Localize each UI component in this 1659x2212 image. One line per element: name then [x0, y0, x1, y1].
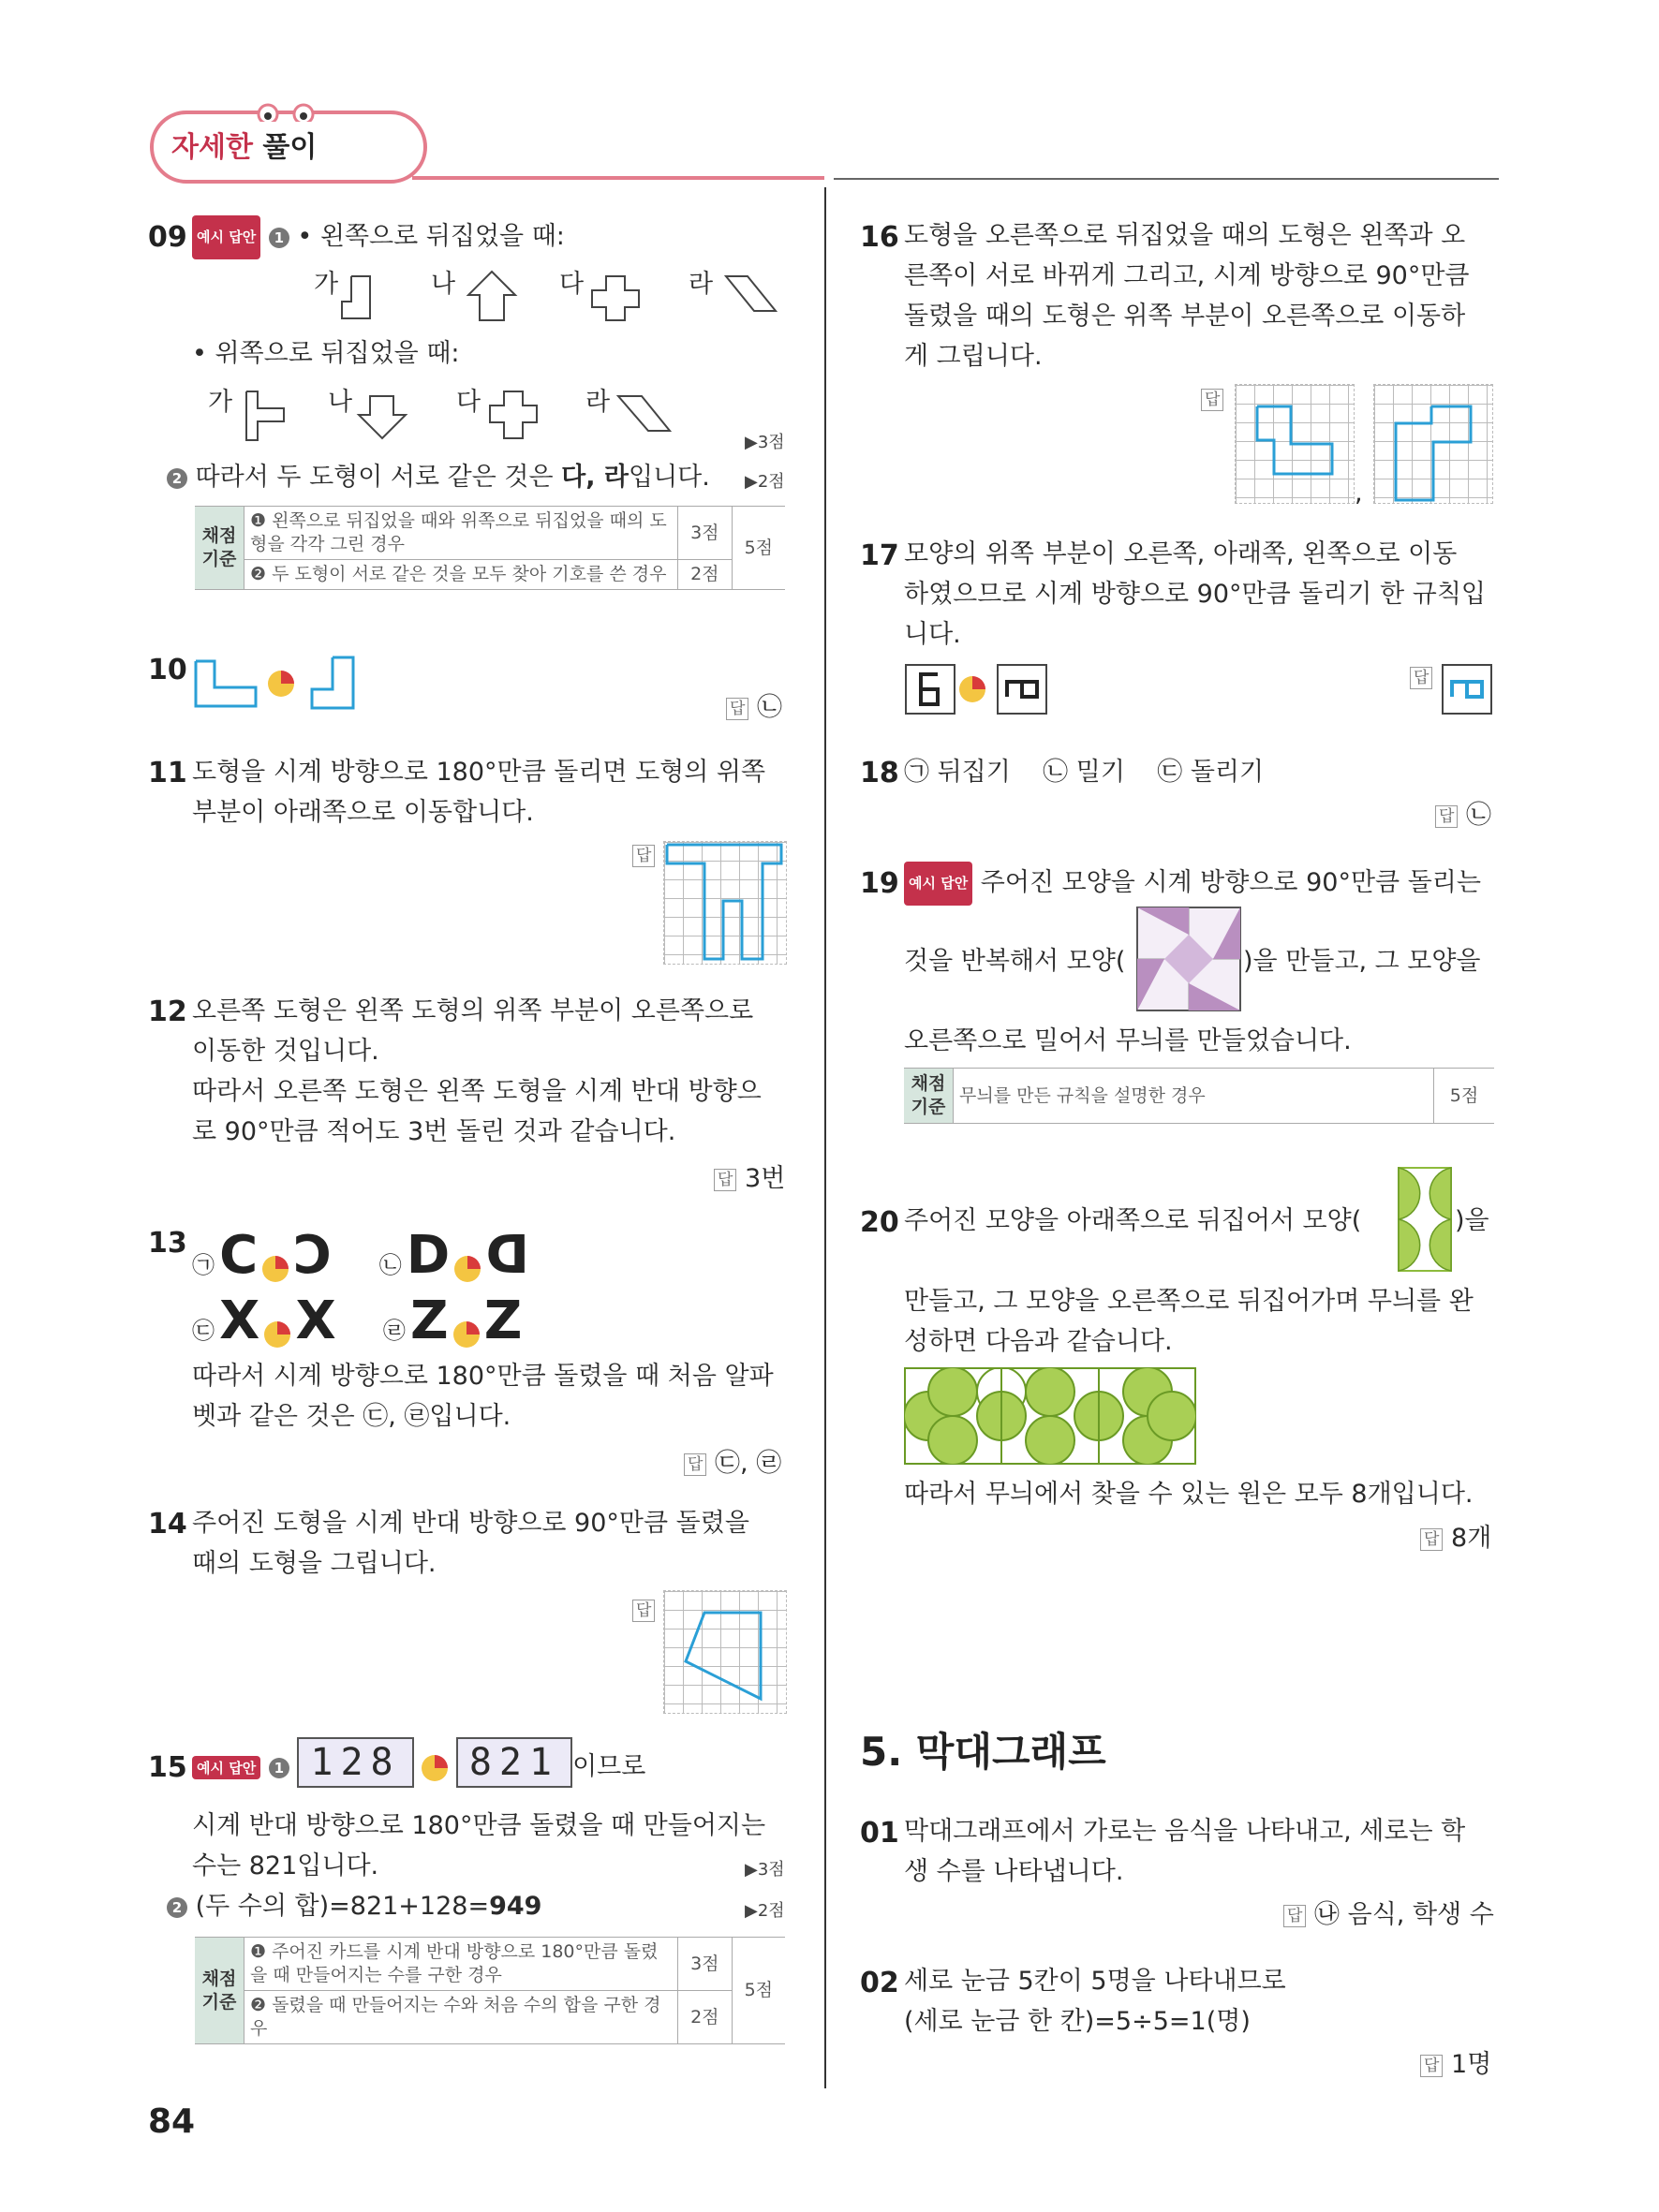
section-title: 5. 막대그래프: [860, 1729, 1106, 1775]
q16-line3: 돌렸을 때의 도형은 위쪽 부분이 오른쪽으로 이동하: [904, 302, 1466, 331]
rotation-icon: [268, 671, 294, 697]
card-821: 821: [456, 1737, 572, 1788]
page-number: 84: [148, 2102, 196, 2141]
header-rule: [412, 176, 824, 180]
q19-scoring-table: 채점 기준 무늬를 만든 규칙을 설명한 경우 5점: [904, 1068, 1494, 1124]
q12-line1: 오른쪽 도형은 왼쪽 도형의 위쪽 부분이 오른쪽으로: [192, 996, 754, 1025]
q17-line3: 니다.: [904, 620, 961, 649]
s5-q01-line2: 생 수를 나타냅니다.: [904, 1857, 1124, 1886]
q12-answer: 답 3번: [714, 1158, 785, 1194]
q19-line3: 오른쪽으로 밀어서 무늬를 만들었습니다.: [904, 1026, 1352, 1055]
header-title: 자세한 풀이: [171, 131, 318, 164]
q20-line2: 만들고, 그 모양을 오른쪽으로 뒤집어가며 무늬를 완: [904, 1287, 1474, 1316]
s5-q01-line1: 막대그래프에서 가로는 음식을 나타내고, 세로는 학: [904, 1817, 1466, 1846]
q16-shape-b: [1373, 384, 1493, 504]
q17-number: 17: [860, 539, 899, 572]
q09-points1: ▶3점: [745, 433, 785, 452]
q09-label-na2: 나: [328, 388, 353, 417]
q12-line4: 로 90°만큼 적어도 3번 돌린 것과 같습니다.: [192, 1117, 676, 1146]
q16-line2: 른쪽이 서로 바뀌게 그리고, 시계 방향으로 90°만큼: [904, 261, 1470, 290]
q16-shape-a: [1235, 384, 1355, 504]
q11-answer-label: 답: [632, 845, 655, 867]
q10-number: 10: [148, 654, 187, 686]
s5-q02-answer: 답 1명: [1420, 2043, 1491, 2080]
q16-comma: ,: [1355, 479, 1363, 508]
q13-line2: 벳과 같은 것은 ㉢, ㉣입니다.: [192, 1402, 511, 1431]
q18-answer: 답 ㉡: [1435, 794, 1491, 831]
eyes-icon: [251, 99, 326, 122]
q18-text: ㉠ 뒤집기 ㉡ 밀기 ㉢ 돌리기: [904, 758, 1265, 787]
q14-answer-label: 답: [632, 1600, 655, 1622]
q11-line2: 부분이 아래쪽으로 이동합니다.: [192, 798, 534, 827]
q16-answer-label: 답: [1201, 389, 1223, 411]
q20-number: 20: [860, 1206, 899, 1239]
q17-line2: 하였으므로 시계 방향으로 90°만큼 돌리기 한 규칙입: [904, 580, 1486, 609]
q15-points2: ▶2점: [745, 1901, 785, 1921]
right-top-rule: [834, 178, 1499, 180]
q13-row2: ㉢ X X ㉣ Z Z: [192, 1290, 523, 1351]
q20-answer: 답 8개: [1420, 1517, 1491, 1554]
q14-answer-shape: [663, 1590, 787, 1714]
q09-scoring-table: 채점 기준 ❶ 왼쪽으로 뒤집었을 때와 위쪽으로 뒤집었을 때의 도형을 각각 그린 경우 3점 5점 ❷ 두 도형이 서로 같은 것을 모두 찾아 기호를 쓴 경우 2점: [195, 506, 785, 590]
q11-number: 11: [148, 757, 187, 789]
q12-line3: 따라서 오른쪽 도형은 왼쪽 도형을 시계 반대 방향으: [192, 1077, 762, 1106]
q09-label-ga2: 가: [208, 388, 233, 417]
q09-label-ga1: 가: [314, 270, 339, 299]
q18-number: 18: [860, 757, 899, 789]
column-divider: [824, 187, 826, 2088]
q09-up-flip-shapes: [239, 382, 689, 448]
q20-line1a: 주어진 모양을 아래쪽으로 뒤집어서 모양(: [904, 1206, 1362, 1235]
q15-line2: 시계 반대 방향으로 180°만큼 돌렸을 때 만들어지는: [192, 1811, 766, 1840]
q10-answer: 답 ㉡: [726, 686, 782, 723]
s5-q02-line2: (세로 눈금 한 칸)=5÷5=1(명): [904, 2007, 1251, 2036]
q17-answer-label: 답: [1410, 667, 1432, 689]
q20-line1b: )을: [1455, 1206, 1489, 1235]
q16-line1: 도형을 오른쪽으로 뒤집었을 때의 도형은 왼쪽과 오: [904, 221, 1466, 250]
q15-scoring-table: 채점 기준 ❶ 주어진 카드를 시계 반대 방향으로 180°만큼 돌렸을 때 만들어지는 수를 구한 경우 3점 5점 ❷ 돌렸을 때 만들어지는 수와 처음 수의 합을 구한 경우 2점: [195, 1937, 785, 2044]
s5-q01-answer: 답 ㉯ 음식, 학생 수: [1283, 1894, 1494, 1930]
q09-points2: ▶2점: [745, 472, 785, 492]
q15-points1: ▶3점: [745, 1860, 785, 1880]
q11-answer-shape: [663, 841, 787, 965]
q12-number: 12: [148, 995, 187, 1028]
s5-q01-number: 01: [860, 1817, 899, 1850]
q09-label-ra2: 라: [585, 388, 611, 417]
q17-line1: 모양의 위쪽 부분이 오른쪽, 아래쪽, 왼쪽으로 이동: [904, 539, 1458, 568]
q09-label-da1: 다: [559, 270, 585, 299]
q14-line1: 주어진 도형을 시계 반대 방향으로 90°만큼 돌렸을: [192, 1509, 749, 1538]
q13-answer: 답 ㉢, ㉣: [684, 1442, 781, 1479]
q14-number: 14: [148, 1508, 187, 1541]
q09-line3: 2 따라서 두 도형이 서로 같은 것은 다, 라입니다.: [167, 457, 710, 497]
q09-line2: • 위쪽으로 뒤집었을 때:: [192, 339, 460, 368]
q20-pattern: [904, 1367, 1196, 1465]
s5-q02-number: 02: [860, 1967, 899, 1999]
q11-line1: 도형을 시계 방향으로 180°만큼 돌리면 도형의 위쪽: [192, 758, 766, 787]
q19-line2b: )을 만들고, 그 모양을: [1243, 947, 1481, 976]
q09-number: 09: [148, 221, 187, 254]
q09-label-ra1: 라: [689, 270, 714, 299]
q14-line2: 때의 도형을 그립니다.: [192, 1549, 437, 1578]
q09-line1: 예시 답안 1 • 왼쪽으로 뒤집었을 때:: [192, 215, 565, 259]
q16-line4: 게 그립니다.: [904, 342, 1043, 371]
card-128: 128: [297, 1737, 413, 1788]
q17-answer-shape: [1441, 663, 1493, 715]
q19-pinwheel-shape: [1136, 907, 1241, 1011]
q09-left-flip-shapes: [337, 262, 787, 328]
q19-line2a: 것을 반복해서 모양(: [904, 947, 1126, 976]
q13-line1: 따라서 시계 방향으로 180°만큼 돌렸을 때 처음 알파: [192, 1362, 774, 1391]
q15-line1: 예시 답안 1 128 821 이므로: [192, 1737, 645, 1788]
q15-line3: 수는 821입니다.: [192, 1851, 379, 1880]
q15-sum: 2 (두 수의 합)=821+128=949: [167, 1886, 541, 1926]
q20-line4: 따라서 무늬에서 찾을 수 있는 원은 모두 8개입니다.: [904, 1480, 1474, 1509]
q16-number: 16: [860, 221, 899, 254]
rotation-icon: [959, 676, 985, 702]
q19-number: 19: [860, 867, 899, 900]
q20-line3: 성하면 다음과 같습니다.: [904, 1327, 1173, 1356]
q09-label-da2: 다: [456, 388, 481, 417]
s5-q02-line1: 세로 눈금 5칸이 5명을 나타내므로: [904, 1967, 1286, 1996]
q13-number: 13: [148, 1227, 187, 1260]
q15-number: 15: [148, 1751, 187, 1784]
q12-line2: 이동한 것입니다.: [192, 1037, 379, 1066]
q09-label-na1: 나: [431, 270, 456, 299]
q19-line1: 예시 답안 주어진 모양을 시계 방향으로 90°만큼 돌리는: [904, 862, 1481, 906]
q20-shape: [1398, 1167, 1452, 1272]
q13-row1: ㉠ C Ɔ ㉡ D ᗡ: [192, 1225, 529, 1286]
